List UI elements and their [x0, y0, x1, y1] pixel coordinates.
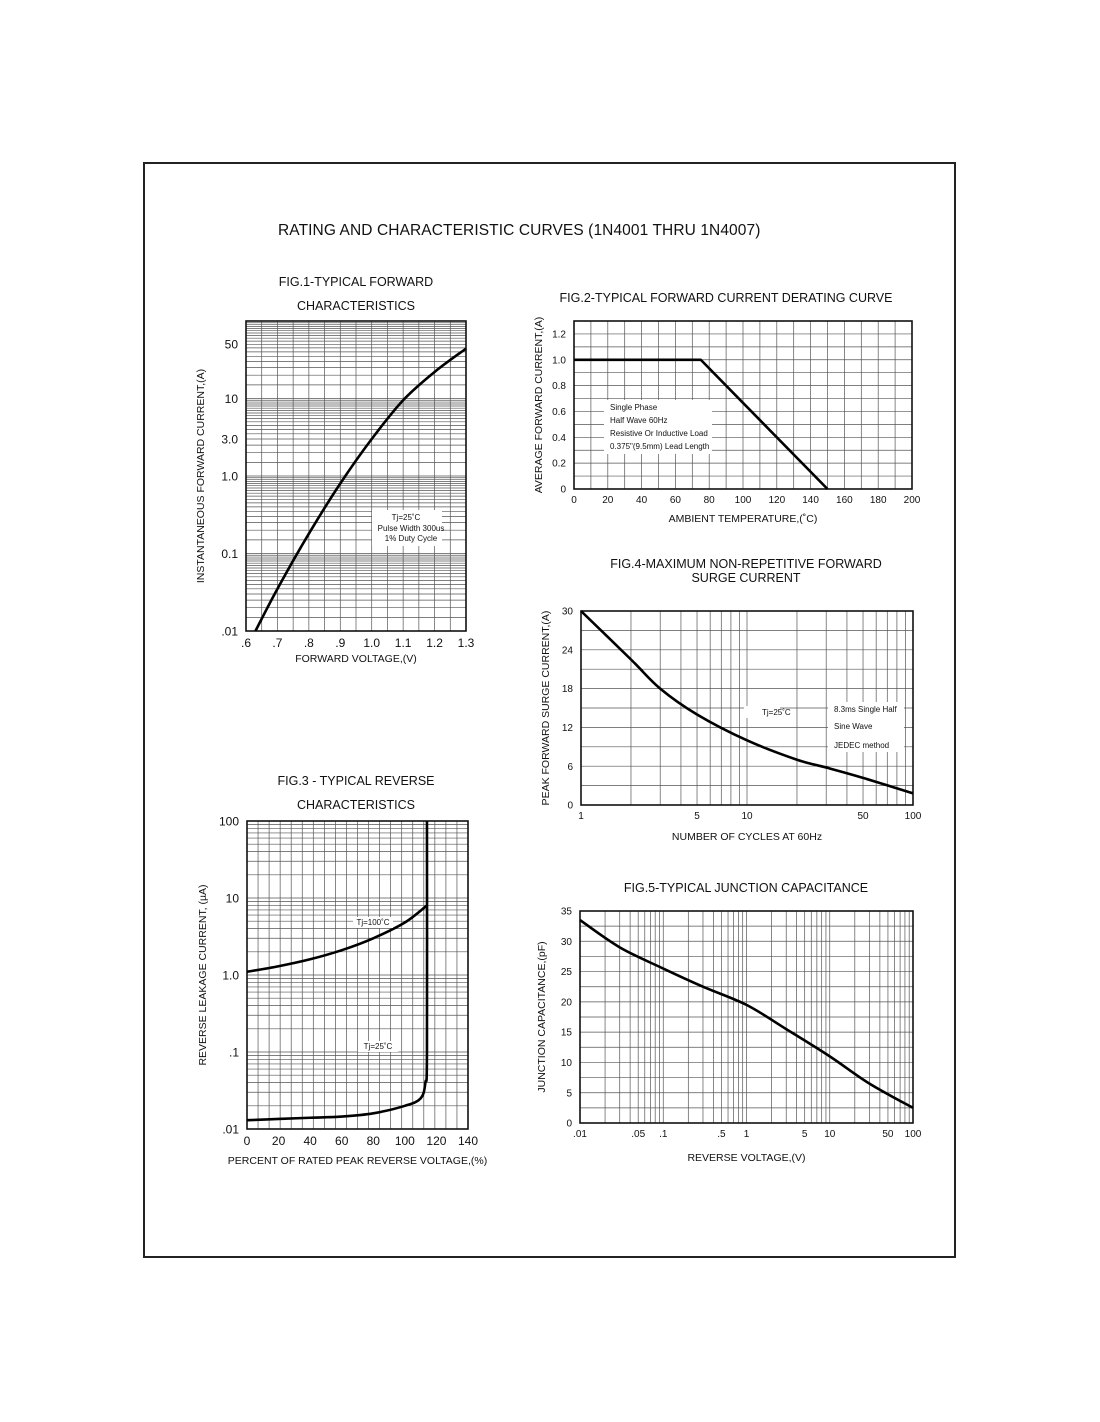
fig3-series-label: Tj=25˚C: [363, 1042, 393, 1051]
fig4-annotation: 8.3ms Single Half: [834, 705, 897, 714]
fig1-chart: [195, 275, 475, 665]
fig1-title-line: CHARACTERISTICS: [296, 299, 416, 313]
fig5-x-tick-label: .05: [631, 1129, 646, 1140]
fig2-x-axis-label: AMBIENT TEMPERATURE,(˚C): [668, 513, 818, 525]
fig4-annotation: JEDEC method: [834, 741, 890, 750]
fig3-y-tick-label: 1.0: [222, 968, 239, 983]
fig4-title-line: FIG.4-MAXIMUM NON-REPETITIVE FORWARD: [610, 557, 882, 571]
fig2-x-tick-label: 140: [802, 495, 819, 506]
fig5-x-tick-label: 5: [801, 1129, 808, 1140]
fig4-x-tick-label: 50: [857, 811, 869, 822]
fig4-y-tick-label: 12: [561, 722, 573, 734]
fig3-x-axis-label: PERCENT OF RATED PEAK REVERSE VOLTAGE,(%): [227, 1155, 488, 1167]
fig1-title-line: FIG.1-TYPICAL FORWARD: [278, 275, 434, 289]
fig2-y-tick-label: 0: [560, 484, 566, 496]
fig4-x-axis-label: NUMBER OF CYCLES AT 60Hz: [671, 831, 823, 843]
fig3-y-tick-label: 10: [225, 891, 239, 906]
fig2-x-tick-label: 200: [903, 495, 921, 506]
fig4-y-tick-label: 24: [561, 645, 573, 657]
fig4-x-tick-label: 1: [578, 811, 584, 822]
fig4-annotation: Tj=25˚C: [762, 708, 791, 717]
fig4-x-tick-label: 5: [694, 811, 700, 822]
fig1-annotation: 1% Duty Cycle: [384, 534, 438, 543]
fig5-y-tick-label: 10: [560, 1058, 572, 1069]
fig1-y-tick-label: 0.1: [221, 546, 238, 561]
fig5-x-tick-label: .1: [659, 1129, 668, 1140]
fig2-x-tick-label: 80: [703, 495, 715, 506]
fig2-x-tick-label: 100: [734, 495, 752, 506]
fig3-x-tick-label: 100: [394, 1134, 415, 1148]
fig3-x-tick-label: 120: [426, 1134, 447, 1148]
fig1-annotation: Pulse Width 300us: [377, 524, 445, 533]
fig2-x-tick-label: 20: [602, 495, 614, 506]
fig2-x-tick-label: 0: [571, 495, 577, 506]
fig3-title-line: FIG.3 - TYPICAL REVERSE: [277, 774, 435, 788]
fig2-y-tick-label: 0.4: [552, 432, 566, 444]
fig1-x-axis-label: FORWARD VOLTAGE,(V): [295, 653, 417, 665]
fig5-x-tick-label: .5: [717, 1129, 726, 1140]
fig1-y-tick-label: 10: [224, 391, 238, 406]
fig2-y-tick-label: 0.8: [552, 381, 566, 393]
fig2-x-tick-label: 120: [768, 495, 786, 506]
fig4-x-tick-label: 10: [741, 811, 753, 822]
fig2-x-tick-label: 180: [869, 495, 887, 506]
fig1-y-axis-label: INSTANTANEOUS FORWARD CURRENT,(A): [195, 368, 207, 584]
fig5-x-tick-label: .01: [573, 1129, 587, 1140]
fig5-y-tick-label: 35: [560, 906, 572, 918]
fig2-chart: [533, 291, 921, 525]
fig2-annotation: 0.375"(9.5mm) Lead Length: [610, 442, 710, 451]
fig3-x-tick-label: 40: [303, 1134, 317, 1148]
fig2-y-tick-label: 0.6: [552, 407, 566, 419]
fig2-x-tick-label: 40: [636, 495, 648, 506]
fig3-y-tick-label: .01: [222, 1122, 239, 1137]
fig1-x-tick-label: .9: [335, 636, 346, 650]
fig5-chart: [536, 881, 922, 1164]
fig1-x-tick-label: 1.0: [363, 636, 381, 650]
fig4-y-tick-label: 0: [567, 800, 573, 812]
fig2-annotation: Single Phase: [610, 403, 658, 412]
fig1-y-tick-label: 3.0: [221, 432, 238, 447]
fig2-y-tick-label: 1.2: [552, 329, 566, 341]
fig3-y-axis-label: REVERSE LEAKAGE CURRENT, (µA): [197, 884, 209, 1066]
fig1-x-tick-label: 1.1: [394, 636, 412, 650]
fig3-x-tick-label: 0: [243, 1134, 251, 1148]
fig4-y-tick-label: 18: [561, 684, 573, 696]
fig5-x-tick-label: 50: [882, 1129, 894, 1140]
fig5-x-tick-label: 1: [743, 1129, 750, 1140]
fig5-x-axis-label: REVERSE VOLTAGE,(V): [687, 1152, 806, 1164]
fig3-grid: [247, 821, 468, 1129]
fig5-y-tick-label: 20: [560, 997, 572, 1009]
fig3-series-label: Tj=100˚C: [356, 918, 390, 927]
fig2-x-tick-label: 60: [669, 495, 681, 506]
fig3-x-tick-label: 20: [271, 1134, 286, 1148]
fig1-y-tick-label: 1.0: [221, 469, 238, 484]
fig5-title-line: FIG.5-TYPICAL JUNCTION CAPACITANCE: [623, 881, 869, 895]
fig5-y-tick-label: 25: [560, 967, 572, 979]
fig4-y-tick-label: 6: [567, 761, 573, 773]
fig1-x-tick-label: 1.2: [426, 636, 443, 650]
fig4-x-tick-label: 100: [904, 811, 922, 822]
fig3-x-tick-label: 140: [457, 1134, 479, 1148]
fig5-y-tick-label: 5: [566, 1088, 572, 1100]
fig4-y-tick-label: 30: [561, 606, 573, 618]
fig1-x-tick-label: .7: [272, 636, 283, 650]
fig1-y-tick-label: .01: [221, 624, 238, 639]
fig3-y-tick-label: 100: [218, 814, 239, 829]
fig2-y-tick-label: 0.2: [552, 458, 566, 470]
fig2-annotation: Resistive Or Inductive Load: [610, 429, 708, 438]
fig1-x-tick-label: .6: [240, 636, 252, 650]
fig1-annotation: Tj=25˚C: [391, 513, 421, 522]
fig5-y-tick-label: 0: [566, 1118, 572, 1130]
fig2-y-tick-label: 1.0: [552, 355, 566, 367]
fig4-chart: [540, 557, 922, 843]
fig3-chart: [197, 774, 487, 1167]
fig1-y-tick-label: 50: [224, 337, 238, 352]
fig5-x-tick-label: 100: [904, 1129, 922, 1140]
fig1-x-tick-label: .8: [303, 636, 314, 650]
fig5-y-tick-label: 30: [560, 936, 572, 948]
fig3-x-tick-label: 80: [366, 1134, 380, 1148]
fig4-annotation: Sine Wave: [834, 722, 873, 731]
fig2-annotation: Half Wave 60Hz: [610, 416, 668, 425]
fig5-x-tick-label: 10: [824, 1129, 836, 1140]
fig5-grid: [580, 911, 913, 1123]
fig3-y-tick-label: .1: [228, 1045, 239, 1060]
fig5-y-axis-label: JUNCTION CAPACITANCE,(pF): [536, 941, 548, 1093]
fig3-title-line: CHARACTERISTICS: [296, 798, 416, 812]
fig2-x-tick-label: 160: [836, 495, 853, 506]
fig4-title-line: SURGE CURRENT: [691, 571, 801, 585]
fig4-y-axis-label: PEAK FORWARD SURGE CURRENT,(A): [540, 610, 552, 806]
fig1-x-tick-label: 1.3: [457, 636, 475, 650]
fig3-x-tick-label: 60: [335, 1134, 349, 1148]
fig2-y-axis-label: AVERAGE FORWARD CURRENT,(A): [533, 316, 545, 494]
fig2-title-line: FIG.2-TYPICAL FORWARD CURRENT DERATING CURVE: [559, 291, 893, 305]
page-title: RATING AND CHARACTERISTIC CURVES (1N4001 THRU 1N4007): [278, 222, 761, 239]
fig5-y-tick-label: 15: [560, 1027, 572, 1039]
